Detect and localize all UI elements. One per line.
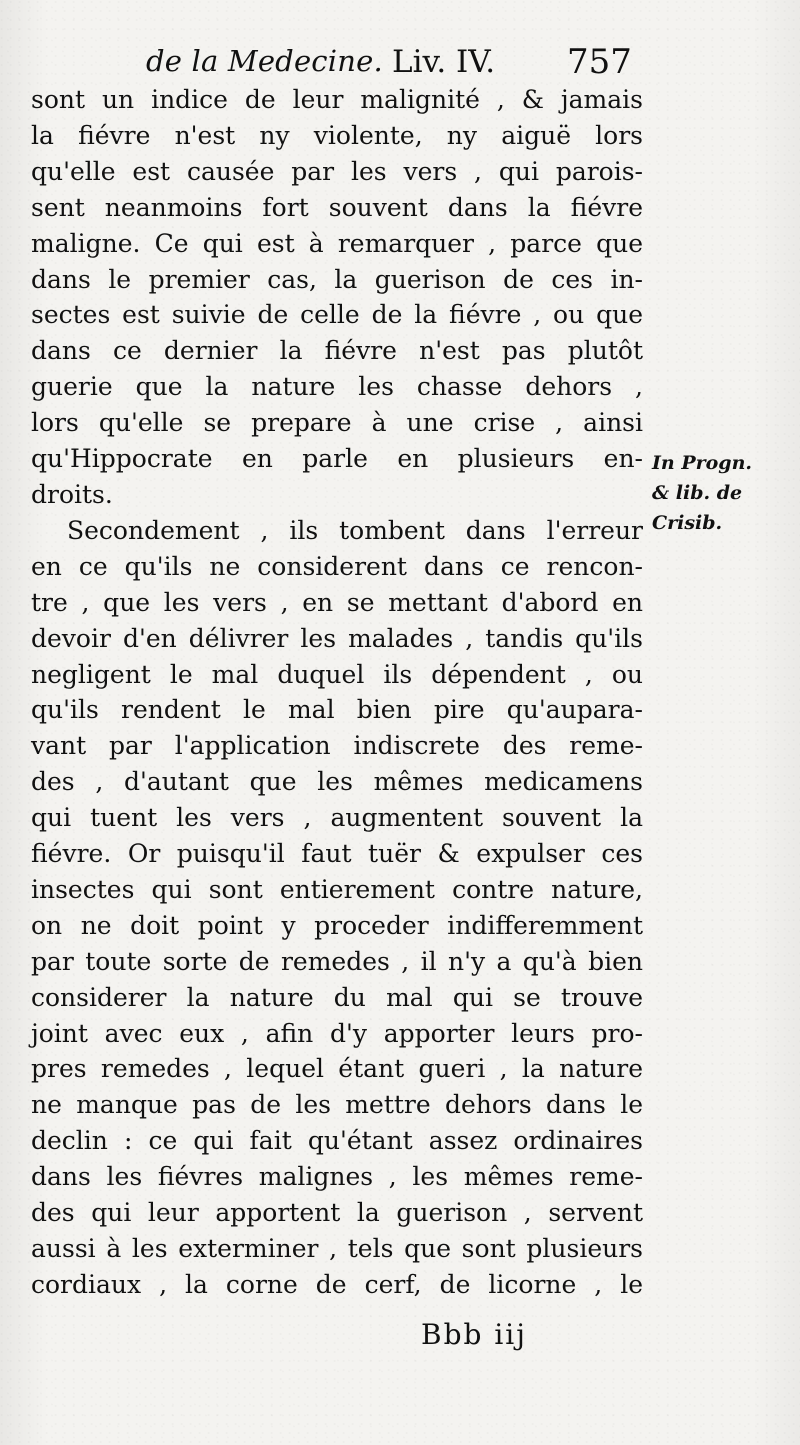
text-line: sectes est suivie de celle de la fiévre , ou que bbox=[31, 300, 643, 330]
text-line: qui tuent les vers , augmentent souvent la bbox=[31, 803, 643, 833]
signature-mark: Bbb iij bbox=[421, 1318, 527, 1351]
text-line: sent neanmoins fort souvent dans la fiévre bbox=[31, 192, 643, 222]
text-line: maligne. Ce qui est à remarquer , parce que bbox=[31, 228, 643, 258]
text-line: qu'ils rendent le mal bien pire qu'aupara- bbox=[31, 695, 643, 725]
text-line: pres remedes , lequel étant gueri , la nature bbox=[31, 1054, 643, 1084]
paragraph-start-line: Secondement , ils tombent dans l'erreur bbox=[67, 515, 643, 545]
text-line: par toute sorte de remedes , il n'y a qu'à bien bbox=[31, 946, 643, 976]
text-line: negligent le mal duquel ils dépendent , ou bbox=[31, 659, 643, 689]
text-line: dans les fiévres malignes , les mêmes reme- bbox=[31, 1162, 643, 1192]
marginal-note-line: & lib. de bbox=[652, 482, 743, 504]
text-line: lors qu'elle se prepare à une crise , ainsi bbox=[31, 408, 643, 438]
text-line: considerer la nature du mal qui se trouve bbox=[31, 982, 643, 1012]
marginal-note-line: In Progn. bbox=[652, 452, 753, 474]
text-line: sont un indice de leur malignité , & jamais bbox=[31, 85, 643, 114]
marginal-note-line: Crisib. bbox=[652, 512, 723, 534]
text-line: insectes qui sont entierement contre nature, bbox=[31, 874, 643, 904]
text-line: dans ce dernier la fiévre n'est pas plutôt bbox=[31, 336, 643, 366]
paragraph-end-line: droits. bbox=[31, 479, 113, 509]
text-line: guerie que la nature les chasse dehors , bbox=[31, 372, 643, 402]
marginal-note bbox=[652, 448, 797, 538]
text-line: en ce qu'ils ne considerent dans ce rencon- bbox=[31, 551, 643, 581]
text-line: qu'elle est causée par les vers , qui parois- bbox=[31, 156, 643, 186]
page-number: 757 bbox=[567, 42, 632, 82]
text-line: des , d'autant que les mêmes medicamens bbox=[31, 767, 643, 797]
text-line: des qui leur apportent la guerison , servent bbox=[31, 1198, 643, 1228]
text-line: cordiaux , la corne de cerf, de licorne , le bbox=[31, 1269, 643, 1299]
text-line: joint avec eux , afin d'y apporter leurs pro- bbox=[31, 1018, 643, 1048]
text-line: declin : ce qui fait qu'étant assez ordinaires bbox=[31, 1126, 643, 1156]
text-line: qu'Hippocrate en parle en plusieurs en- bbox=[31, 444, 643, 474]
text-line: vant par l'application indiscrete des reme- bbox=[31, 731, 643, 761]
text-line: fiévre. Or puisqu'il faut tuër & expulser ces bbox=[31, 839, 643, 869]
text-line: tre , que les vers , en se mettant d'abord en bbox=[31, 587, 643, 617]
book-number: Liv. IV. bbox=[392, 44, 496, 80]
body-text bbox=[31, 82, 643, 1303]
running-title: de la Medecine. bbox=[146, 44, 383, 78]
text-line: ne manque pas de les mettre dehors dans le bbox=[31, 1090, 643, 1120]
text-line: on ne doit point y proceder indifferemment bbox=[31, 910, 643, 940]
text-line: devoir d'en délivrer les malades , tandis qu'ils bbox=[31, 623, 643, 653]
text-line: la fiévre n'est ny violente, ny aiguë lors bbox=[31, 120, 643, 150]
text-line: aussi à les exterminer , tels que sont plusieurs bbox=[31, 1234, 643, 1263]
text-line: dans le premier cas, la guerison de ces in- bbox=[31, 264, 643, 294]
